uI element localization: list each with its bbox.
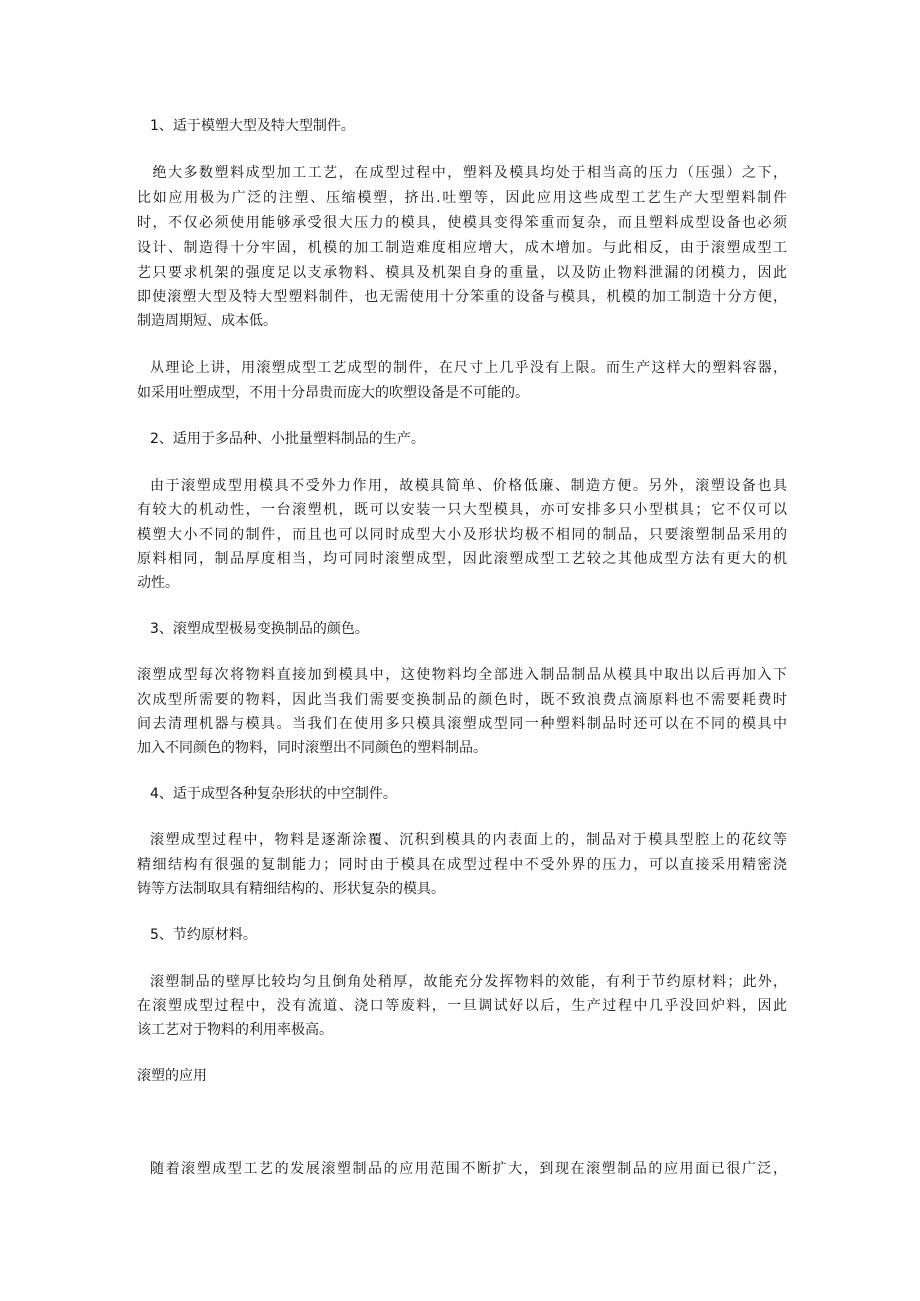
section-2-p1-line-3: 模塑大小不同的制件，而且也可以同时成型大小及形状均极不相同的制品，只要滚塑制品采用的 [137,527,787,543]
section-4-p1-line-2: 精细结构有很强的复制能力；同时由于模具在成型过程中不受外界的压力，可以直接采用精密浇 [137,857,787,873]
section-3-p1-line-3: 间去清理机器与模具。当我们在使用多只模具滚塑成型同一种塑料制品时还可以在不同的模具中 [137,716,787,732]
section-1-p1-line-2: 比如应用极为广泛的注塑、压缩模塑，挤出.吐塑等，因此应用这些成型工艺生产大型塑料制件 [137,190,787,206]
application-intro-line: 随着滚塑成型工艺的发展滚塑制品的应用范围不断扩大，到现在滚塑制品的应用面已很广泛， [150,1161,787,1177]
section-1-p2-line-1: 从理论上讲，用滚塑成型工艺成型的制件，在尺寸上几乎没有上限。而生产这样大的塑料容器， [150,360,787,376]
section-5-p1-line-2: 在滚塑成型过程中，没有流道、浇口等废料，一旦调试好以后，生产过程中几乎没回炉料，因此 [137,998,787,1014]
section-2-p1-line-1: 由于滚塑成型用模具不受外力作用，故模具简单、价格低廉、制造方便。另外，滚塑设备也具 [150,478,787,494]
section-2-p1-line-4: 原料相同，制品厚度相当，均可同时滚塑成型，因此滚塑成型工艺较之其他成型方法有更大的机 [137,551,787,567]
section-3-p1-line-2: 次成型所需要的物料，因此当我们需要变换制品的颜色时，既不致浪费点滴原料也不需要耗费时 [137,692,787,708]
section-4-heading: 4、适于成型各种复杂形状的中空制件。 [150,786,397,802]
section-1-p2-line-2: 如采用吐塑成型，不用十分昂贵而庞大的吹塑设备是不可能的。 [137,385,529,401]
section-1-p1-line-4: 设计、制造得十分牢固，机模的加工制造难度相应增大，成木增加。与此相反，由于滚塑成型工 [137,240,787,256]
section-1-p1-line-7: 制造周期短、成本低。 [137,313,277,329]
section-1-heading: 1、适于模塑大型及特大型制件。 [150,118,355,134]
section-4-p1-line-1: 滚塑成型过程中，物料是逐渐涂覆、沉积到模具的内表面上的，制品对于模具型腔上的花纹等 [150,832,787,848]
section-1-p1-line-3: 时，不仅必须使用能够承受很大压力的模具，使模具变得笨重而复杂，而且塑料成型设备也必须 [137,215,787,231]
section-2-heading: 2、适用于多品种、小批量塑料制品的生产。 [150,431,425,447]
section-2-p1-line-2: 有较大的机动性，一台滚塑机，既可以安装一只大型模具，亦可安排多只小型棋具；它不仅可以 [137,502,787,518]
section-1-p1-line-6: 即使滚塑大型及特大型塑料制件，也无需使用十分笨重的设备与模具，机模的加工制造十分方便， [137,289,787,305]
section-3-p1-line-1: 滚塑成型每次将物料直接加到模具中，这使物料均全部进入制品制品从模具中取出以后再加入下 [137,667,787,683]
application-title: 滚塑的应用 [137,1068,207,1084]
section-5-p1-line-1: 滚塑制品的壁厚比较均匀且倒角处稍厚，故能充分发挥物料的效能，有利于节约原材料；此外， [150,974,787,990]
section-5-heading: 5、节约原材料。 [150,927,257,943]
section-1-p1-line-5: 艺只要求机架的强度足以支承物料、模具及机架自身的重量，以及防止物料泄漏的闭模力，因此 [137,265,787,281]
section-1-p1-line-1: 绝大多数塑料成型加工工艺，在成型过程中，塑料及模具均处于相当高的压力（压强）之下， [137,165,787,181]
section-2-p1-line-5: 动性。 [137,575,179,591]
section-4-p1-line-3: 铸等方法制取具有精细结构的、形状复杂的模具。 [137,881,445,897]
section-3-p1-line-4: 加入不同颜色的物料，同时滚塑出不同颜色的塑料制品。 [137,740,487,756]
section-3-heading: 3、滚塑成型极易变换制品的颜色。 [150,621,369,637]
section-5-p1-line-3: 该工艺对于物料的利用率极高。 [137,1022,333,1038]
